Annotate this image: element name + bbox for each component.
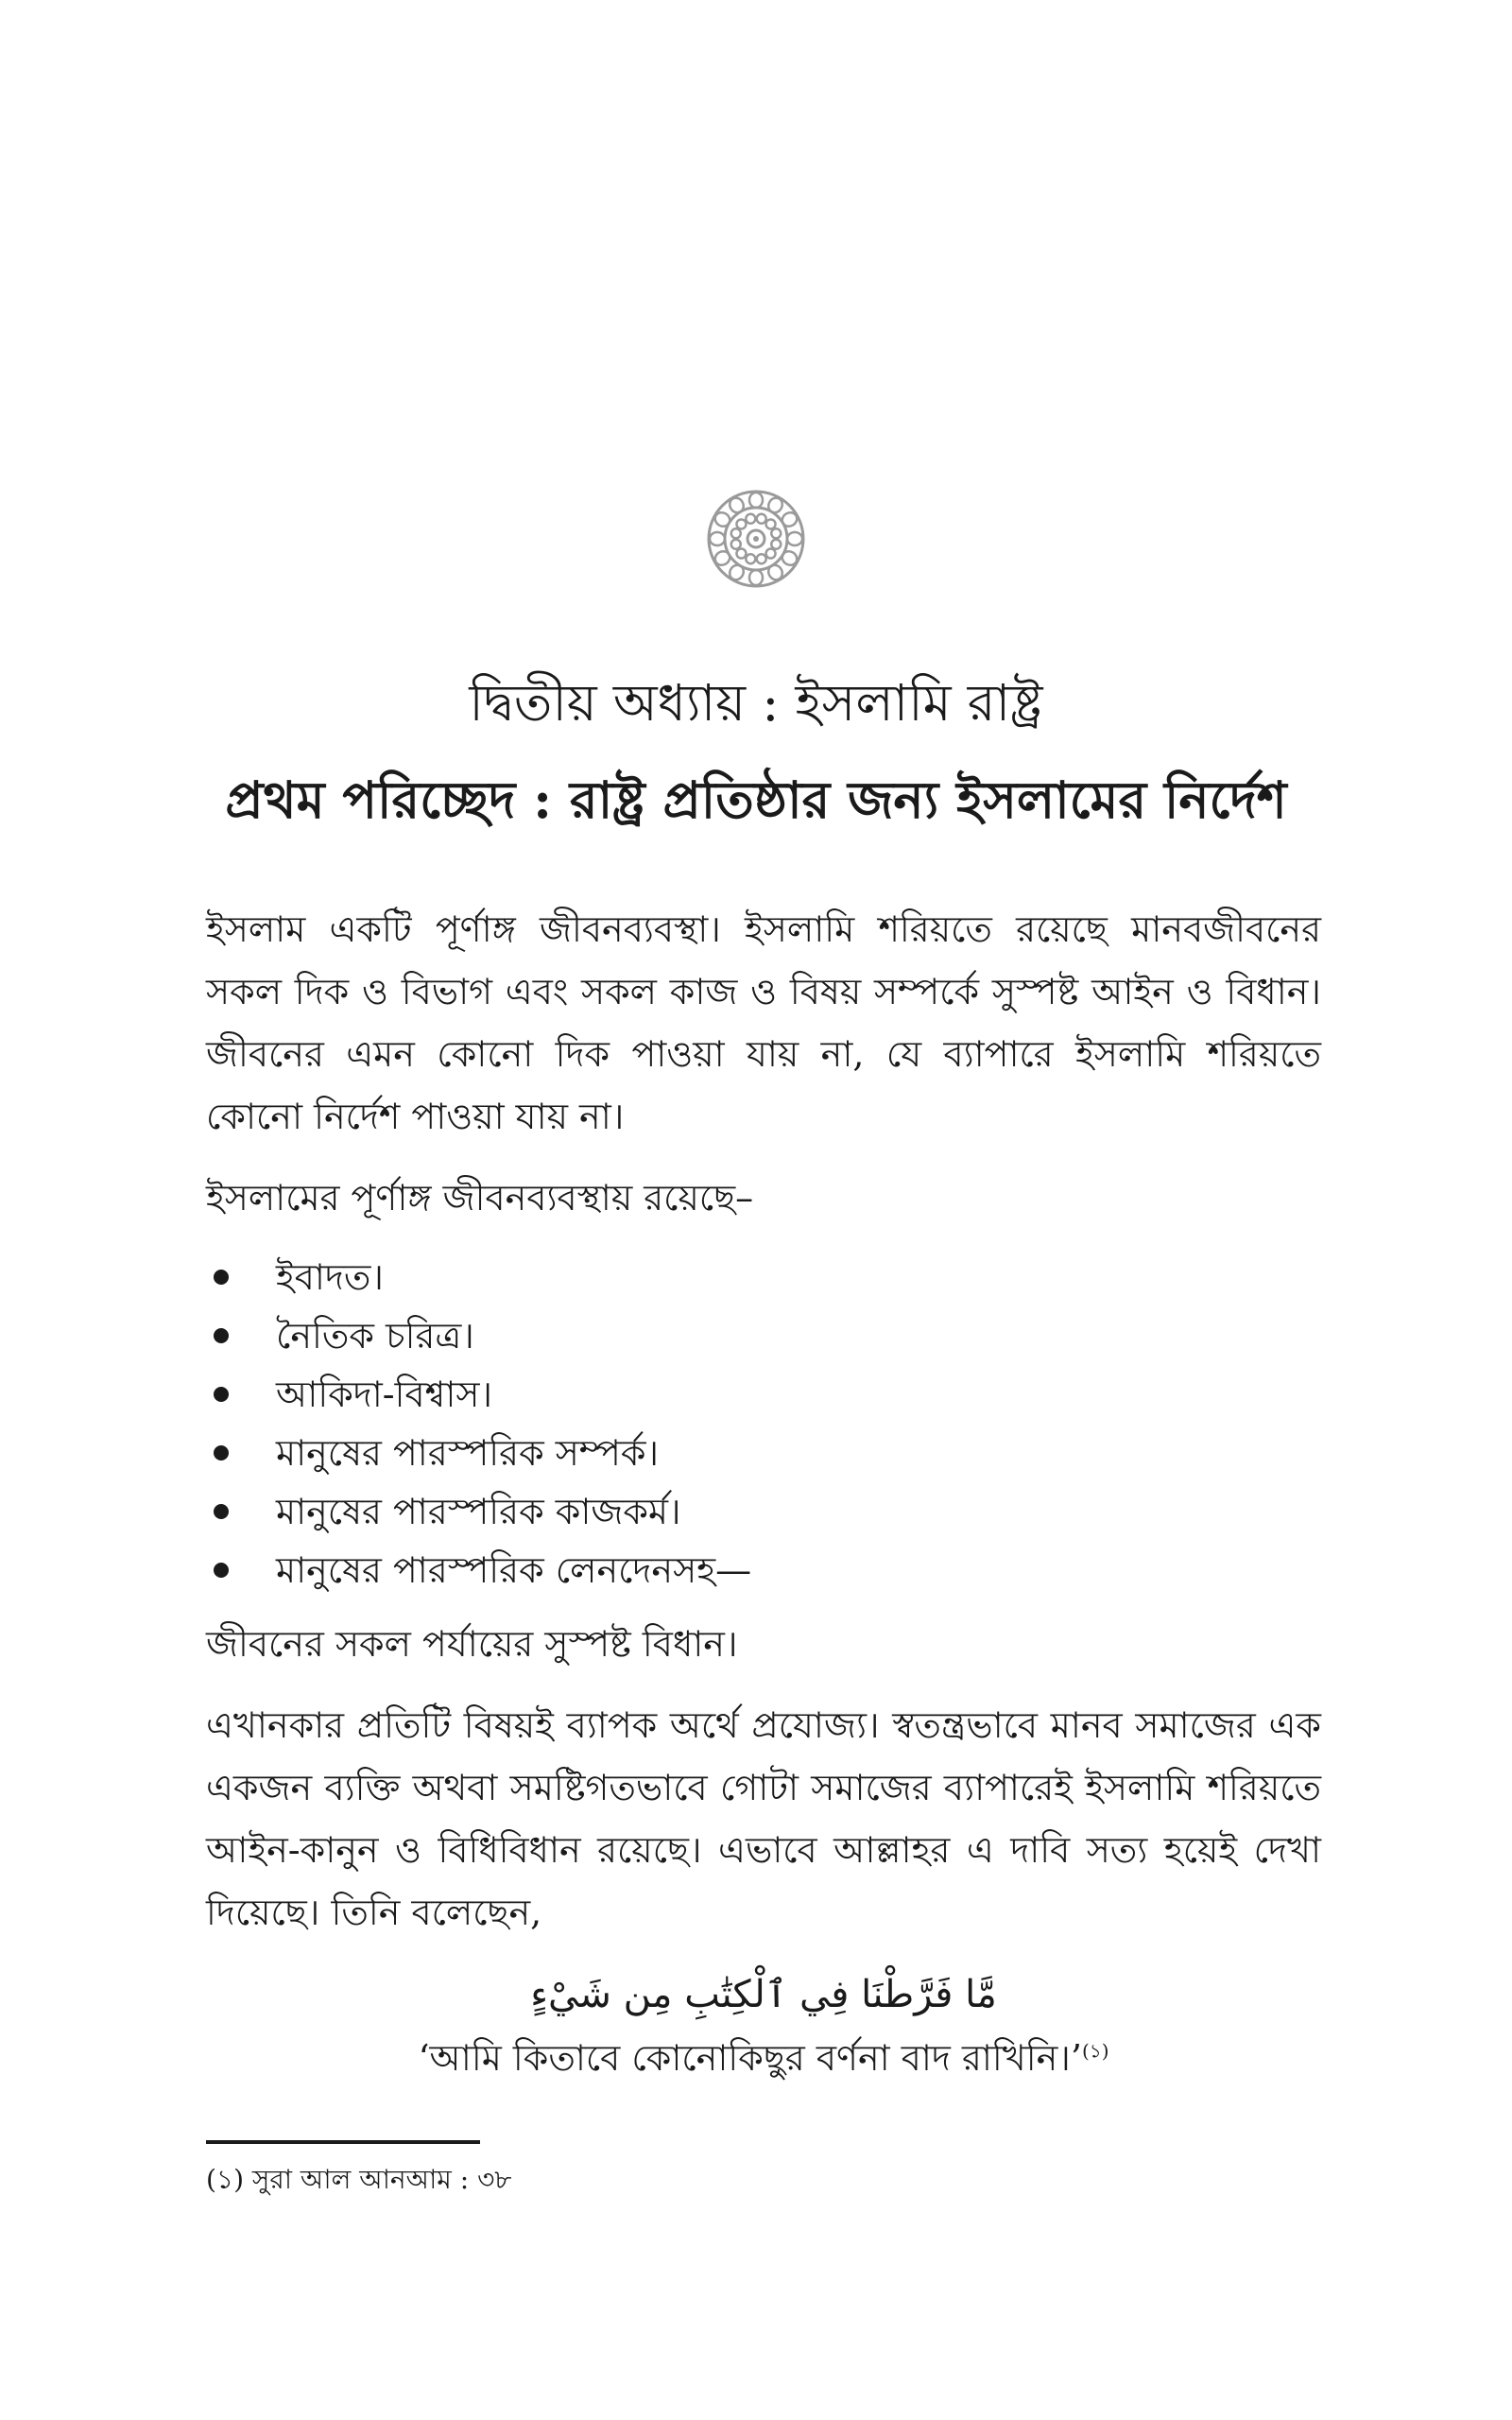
chapter-title: দ্বিতীয় অধ্যায় : ইসলামি রাষ্ট্র: [469, 673, 1043, 733]
list-item: ইবাদত।: [206, 1248, 1321, 1306]
verse-translation: ‘আমি কিতাবে কোনোকিছুর বর্ণনা বাদ রাখিনি।’$^{(১)}$: [418, 2037, 1109, 2079]
list-item: মানুষের পারস্পরিক লেনদেনসহ—: [206, 1541, 1321, 1599]
list-lead-paragraph: ইসলামের পূর্ণাঙ্গ জীবনব্যবস্থায় রয়েছে–: [206, 1177, 754, 1219]
bullet-icon: [214, 1270, 229, 1285]
bullet-icon: [214, 1504, 229, 1519]
bullet-icon: [214, 1563, 229, 1578]
section-title: প্রথম পরিচ্ছেদ : রাষ্ট্র প্রতিষ্ঠার জন্য ইসলামের নির্দেশ: [225, 769, 1287, 830]
list-item: মানুষের পারস্পরিক সম্পর্ক।: [206, 1424, 1321, 1482]
bullet-icon: [214, 1328, 229, 1343]
intro-paragraph: ইসলাম একটি পূর্ণাঙ্গ জীবনব্যবস্থা। ইসলামি শরিয়তে রয়েছে মানবজীবনের সকল দিক ও বিভাগ এবং সকল কাজ ও বিষয় সম্পর্কে সুস্পষ্ট আইন ও বিধান। জীবনের এমন কোনো দিক পাওয়া যায় না, যে ব্যাপারে ইসলামি শরিয়তে কোনো নির্দেশ পাওয়া যায় না।: [206, 908, 1321, 1137]
arabic-verse: مَّا فَرَّطْنَا فِي ٱلْكِتَٰبِ مِن شَيْءٍ: [530, 1973, 997, 2016]
body-text: [206, 898, 1321, 2089]
bullet-icon: [214, 1445, 229, 1461]
footnote-divider: [206, 2140, 480, 2144]
footnote: (১) সুরা আল আনআম : ৩৮: [206, 2164, 512, 2195]
footnote-reference[interactable]: (১): [1081, 2039, 1109, 2063]
rosette-ornament-icon: [704, 487, 808, 591]
bullet-list: [206, 1248, 1321, 1599]
bullet-icon: [214, 1387, 229, 1402]
list-conclusion-paragraph: জীবনের সকল পর্যায়ের সুস্পষ্ট বিধান।: [206, 1623, 738, 1665]
list-item: মানুষের পারস্পরিক কাজকর্ম।: [206, 1482, 1321, 1541]
explanation-paragraph: এখানকার প্রতিটি বিষয়ই ব্যাপক অর্থে প্রযোজ্য। স্বতন্ত্রভাবে মানব সমাজের এক একজন ব্যক্তি অথবা সমষ্টিগতভাবে গোটা সমাজের ব্যাপারেই ইসলামি শরিয়তে আইন-কানুন ও বিধিবিধান রয়েছে। এভাবে আল্লাহর এ দাবি সত্য হয়েই দেখা দিয়েছে। তিনি বলেছেন,: [206, 1704, 1321, 1933]
list-item: নৈতিক চরিত্র।: [206, 1306, 1321, 1365]
list-item: আকিদা-বিশ্বাস।: [206, 1365, 1321, 1424]
